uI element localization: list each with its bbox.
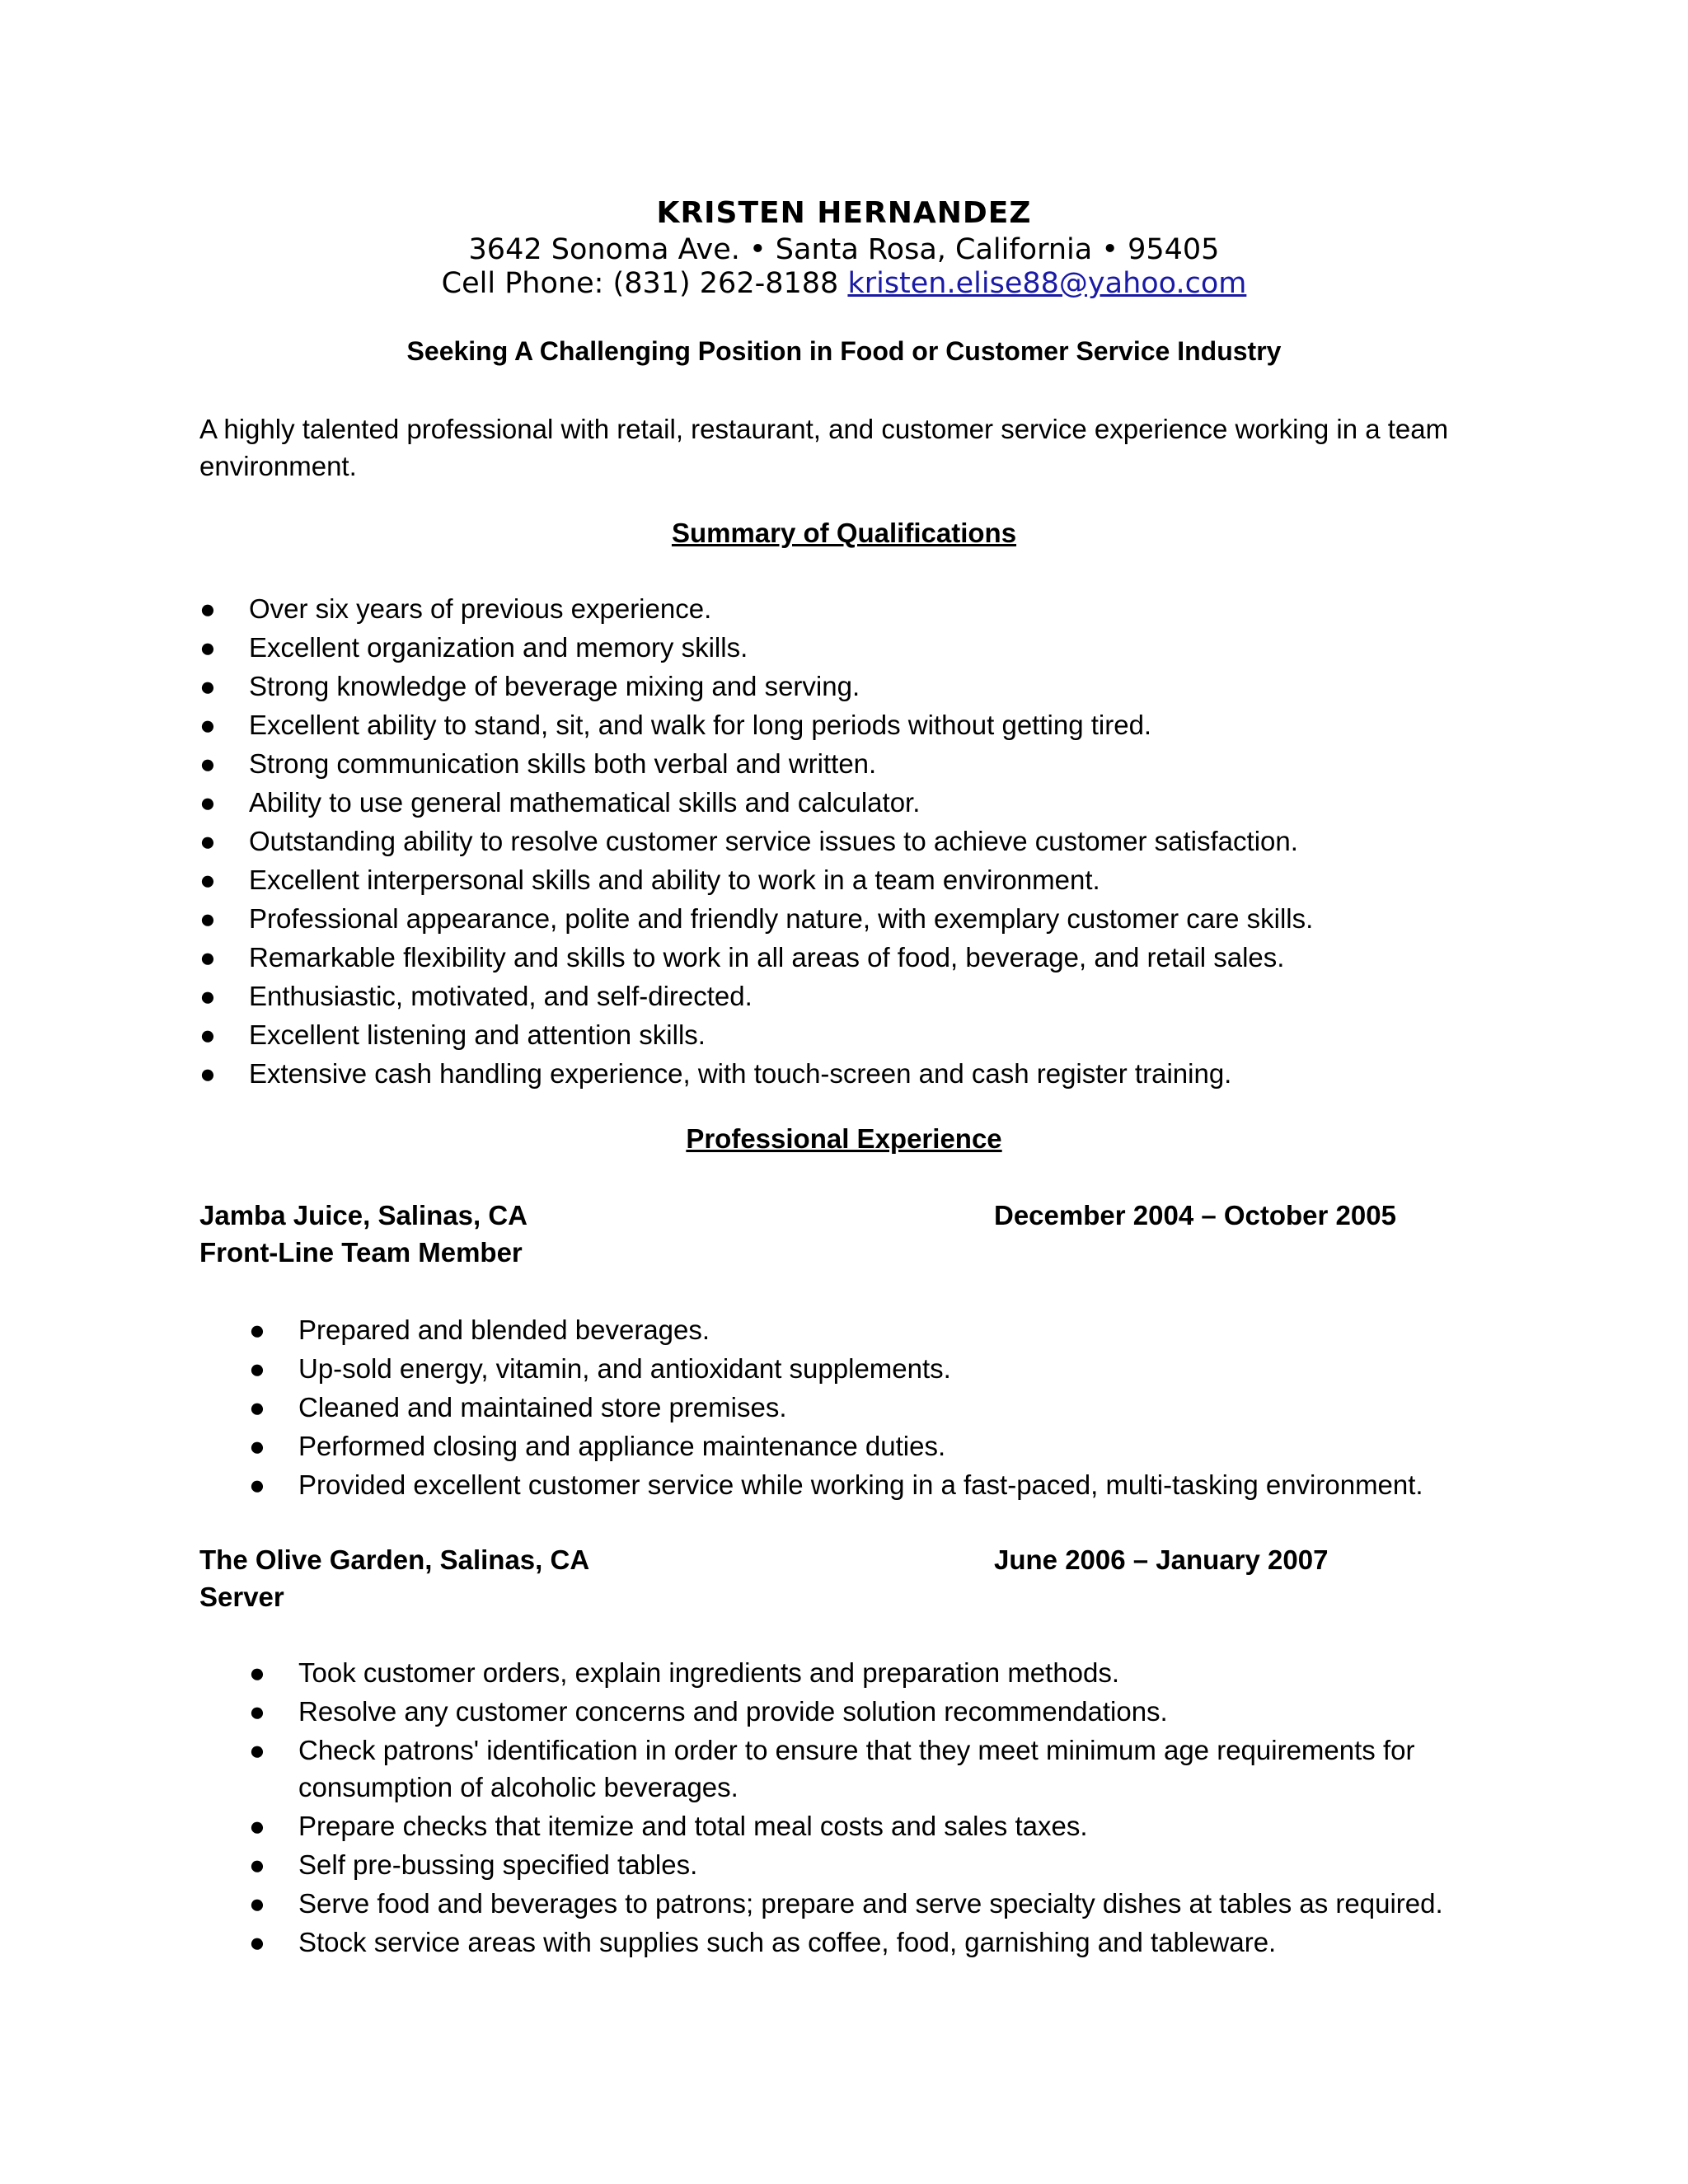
- bullet-icon: ●: [199, 1019, 216, 1050]
- bullet-icon: ●: [249, 1811, 265, 1841]
- bullet-icon: ●: [199, 748, 216, 779]
- bullet-icon: ●: [249, 1735, 265, 1765]
- duty-item: [249, 1846, 1535, 1883]
- duty-text: Check patrons' identification in order to ensure that they meet minimum age requirements for consumption of alcoholic beverages.: [298, 1735, 1415, 1802]
- duty-text: Provided excellent customer service while working in a fast-paced, multi-tasking environment.: [298, 1469, 1423, 1500]
- duty-text: Prepared and blended beverages.: [298, 1315, 710, 1345]
- duty-text: Self pre-bussing specified tables.: [298, 1849, 698, 1880]
- qualification-text: Professional appearance, polite and friendly nature, with exemplary customer care skills.: [249, 903, 1314, 934]
- duty-text: Performed closing and appliance maintenance duties.: [298, 1431, 946, 1461]
- bullet-icon: ●: [199, 1058, 216, 1089]
- bullet-icon: ●: [249, 1927, 265, 1957]
- job-duties-list: [249, 1654, 1535, 1962]
- duty-text: Stock service areas with supplies such as coffee, food, garnishing and tableware.: [298, 1927, 1277, 1957]
- contact-line: [0, 267, 1688, 300]
- qualification-text: Excellent organization and memory skills.: [249, 632, 748, 663]
- duty-item: [249, 1732, 1535, 1806]
- bullet-icon: ●: [199, 593, 216, 624]
- duty-item: [249, 1311, 1535, 1348]
- experience-heading: Professional Experience: [686, 1123, 1002, 1154]
- bullet-icon: ●: [199, 787, 216, 818]
- qualifications-heading: Summary of Qualifications: [671, 518, 1017, 548]
- duty-item: [249, 1389, 1535, 1426]
- qualification-text: Enthusiastic, motivated, and self-directed.: [249, 981, 753, 1011]
- job-duties-list: [249, 1311, 1535, 1505]
- bullet-icon: ●: [249, 1431, 265, 1461]
- duty-item: [249, 1885, 1535, 1922]
- duty-item: [249, 1654, 1535, 1691]
- employer: The Olive Garden, Salinas, CA: [199, 1544, 590, 1575]
- duty-item: [249, 1350, 1535, 1387]
- job-title: Front-Line Team Member: [199, 1237, 523, 1268]
- duty-item: [249, 1693, 1535, 1730]
- mailing-address: 3642 Sonoma Ave. • Santa Rosa, California • 95405: [468, 233, 1220, 266]
- qualification-text: Over six years of previous experience.: [249, 593, 712, 624]
- duty-item: [249, 1807, 1535, 1844]
- qualification-item: [199, 589, 1518, 628]
- qualification-item: [199, 783, 1518, 822]
- duty-item: [249, 1924, 1535, 1961]
- qualification-item: [199, 860, 1518, 899]
- qualification-text: Ability to use general mathematical skills and calculator.: [249, 787, 921, 818]
- qualification-item: [199, 938, 1518, 977]
- duty-item: [249, 1466, 1535, 1503]
- duty-text: Prepare checks that itemize and total meal costs and sales taxes.: [298, 1811, 1088, 1841]
- qualification-item: [199, 977, 1518, 1015]
- bullet-icon: ●: [249, 1696, 265, 1727]
- bullet-icon: ●: [249, 1849, 265, 1880]
- bullet-icon: ●: [249, 1353, 265, 1384]
- bullet-icon: ●: [199, 671, 216, 701]
- qualification-text: Excellent listening and attention skills.: [249, 1019, 706, 1050]
- bullet-icon: ●: [199, 865, 216, 895]
- cell-phone: Cell Phone: (831) 262-8188: [441, 267, 839, 300]
- candidate-name: KRISTEN HERNANDEZ: [656, 196, 1032, 230]
- professional-summary: A highly talented professional with retail, restaurant, and customer service experience working in a team environment.: [199, 414, 1449, 481]
- qualification-text: Excellent interpersonal skills and ability to work in a team environment.: [249, 865, 1100, 895]
- duty-item: [249, 1427, 1535, 1465]
- bullet-icon: ●: [249, 1469, 265, 1500]
- bullet-icon: ●: [199, 632, 216, 663]
- qualification-text: Strong knowledge of beverage mixing and serving.: [249, 671, 860, 701]
- qualification-item: [199, 899, 1518, 938]
- employer: Jamba Juice, Salinas, CA: [199, 1200, 528, 1230]
- bullet-icon: ●: [249, 1888, 265, 1919]
- bullet-icon: ●: [249, 1657, 265, 1688]
- qualification-text: Extensive cash handling experience, with touch-screen and cash register training.: [249, 1058, 1232, 1089]
- bullet-icon: ●: [199, 710, 216, 740]
- bullet-icon: ●: [199, 942, 216, 972]
- qualification-item: [199, 822, 1518, 860]
- qualification-item: [199, 1054, 1518, 1093]
- duty-text: Resolve any customer concerns and provide solution recommendations.: [298, 1696, 1168, 1727]
- duty-text: Serve food and beverages to patrons; prepare and serve specialty dishes at tables as required.: [298, 1888, 1443, 1919]
- qualification-item: [199, 744, 1518, 783]
- bullet-icon: ●: [199, 903, 216, 934]
- objective-statement: Seeking A Challenging Position in Food or Customer Service Industry: [406, 336, 1282, 366]
- qualification-item: [199, 705, 1518, 744]
- qualification-item: [199, 667, 1518, 705]
- employment-dates: December 2004 – October 2005: [994, 1200, 1396, 1230]
- qualification-text: Remarkable flexibility and skills to work in all areas of food, beverage, and retail sales.: [249, 942, 1285, 972]
- bullet-icon: ●: [249, 1392, 265, 1422]
- job-title: Server: [199, 1582, 284, 1612]
- qualification-item: [199, 628, 1518, 667]
- duty-text: Up-sold energy, vitamin, and antioxidant supplements.: [298, 1353, 951, 1384]
- bullet-icon: ●: [249, 1315, 265, 1345]
- bullet-icon: ●: [199, 826, 216, 856]
- qualification-text: Outstanding ability to resolve customer service issues to achieve customer satisfaction.: [249, 826, 1298, 856]
- qualifications-list: [199, 589, 1518, 1093]
- email-link[interactable]: kristen.elise88@yahoo.com: [847, 267, 1247, 300]
- qualification-text: Strong communication skills both verbal and written.: [249, 748, 877, 779]
- bullet-icon: ●: [199, 981, 216, 1011]
- qualification-text: Excellent ability to stand, sit, and walk for long periods without getting tired.: [249, 710, 1152, 740]
- duty-text: Cleaned and maintained store premises.: [298, 1392, 787, 1422]
- employment-dates: June 2006 – January 2007: [994, 1544, 1329, 1575]
- duty-text: Took customer orders, explain ingredients and preparation methods.: [298, 1657, 1120, 1688]
- qualification-item: [199, 1015, 1518, 1054]
